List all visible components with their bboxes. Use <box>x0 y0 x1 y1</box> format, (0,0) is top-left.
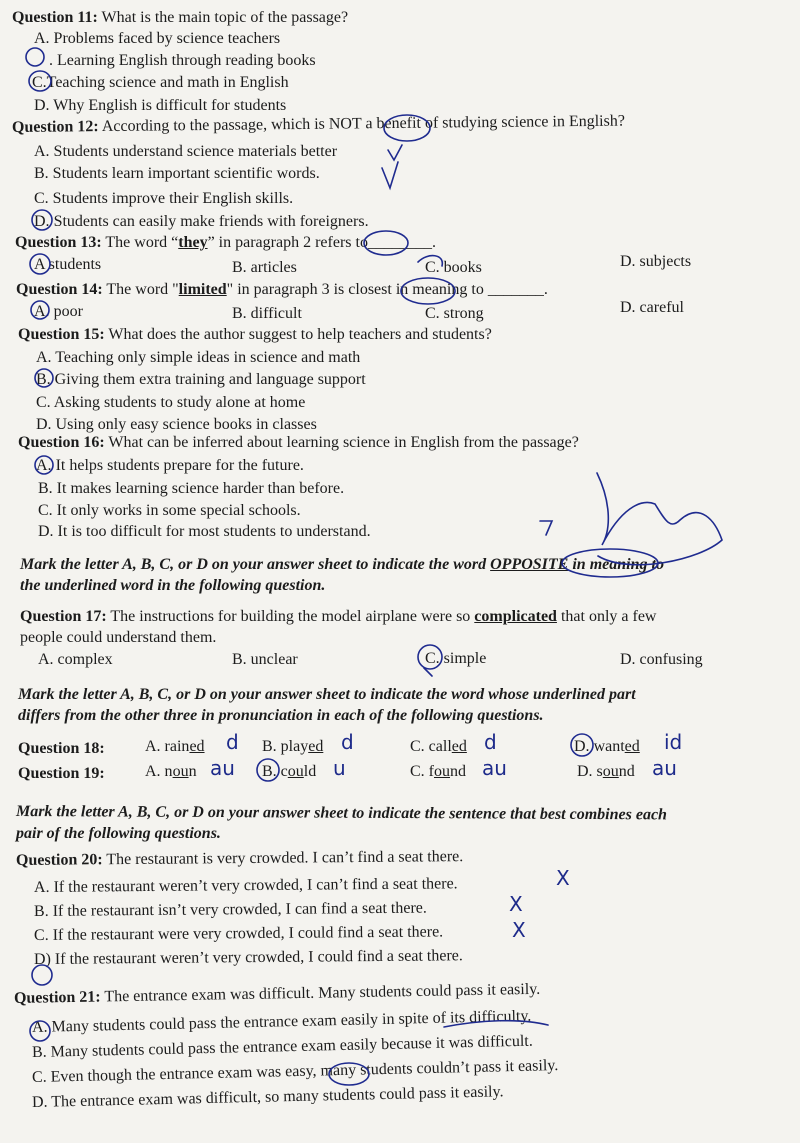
q14-text-post: in meaning to <box>391 281 484 298</box>
instruction-combine-line2: pair of the following questions. <box>16 825 221 842</box>
q12-option-d-text: Students can easily make friends with foreigners. <box>49 213 369 230</box>
q13-option-a <box>34 255 101 275</box>
q20-option-b: B. If the restaurant isn’t very crowded, I can find a seat there. <box>33 899 427 920</box>
q12-option-a: A. Students understand science materials better <box>34 143 338 160</box>
q13-text-pre: The word “ <box>101 234 179 251</box>
q18-option-d-letter: D. <box>574 738 590 755</box>
q20-option-d-letter: D) <box>33 950 51 968</box>
q13-option-c: C. books <box>425 259 482 276</box>
q17-option-b: B. unclear <box>232 651 298 668</box>
q14-label: Question 14: <box>16 281 103 298</box>
q17-word: complicated <box>474 608 557 625</box>
q12-option-b: B. Students learn important scientific words. <box>34 165 320 182</box>
q13-stem <box>15 233 436 253</box>
q18-option-b-note: d <box>341 730 354 754</box>
q14-text-mid: " in paragraph 3 is <box>226 281 349 298</box>
q18-option-b <box>262 737 323 757</box>
instruction-opposite-pre: Mark the letter A, B, C, or D on your answer sheet to indicate the word <box>20 556 491 573</box>
q18-option-b-stem: B. play <box>262 738 309 755</box>
q21-option-d: D. The entrance exam was difficult, so many students could pass it easily. <box>31 1083 504 1111</box>
q12-a-tick-mark <box>388 145 402 160</box>
q16-seven-mark <box>540 521 552 535</box>
q13-blank: ________. <box>367 234 436 251</box>
q17-option-d: D. confusing <box>620 651 703 668</box>
q18-option-a-underlined: ed <box>189 738 205 755</box>
q18-option-d-stem: want <box>589 738 625 755</box>
q13-option-d: D. subjects <box>620 253 692 270</box>
q11-option-d: D. Why English is difficult for students <box>34 97 287 114</box>
q19-option-d-stem: D. s <box>577 763 603 780</box>
q17-label: Question 17: <box>20 608 107 625</box>
q21-option-c-stem: C. Even though the entrance exam was <box>31 1063 286 1086</box>
q19-option-a-underlined: ou <box>172 763 189 780</box>
q12-label: Question 12: <box>11 118 99 136</box>
q16-option-a-text: It helps students prepare for the future. <box>51 457 304 474</box>
instruction-combine-line1: Mark the letter A, B, C, or D on your answer sheet to indicate the sentence that best combines each <box>15 803 668 824</box>
q19-option-b-note: u <box>333 756 346 780</box>
q19-option-d-end: nd <box>618 763 635 780</box>
instruction-opposite-line2: the underlined word in the following question. <box>20 577 326 594</box>
q19-option-b <box>262 762 316 782</box>
q20-option-c: C. If the restaurant were very crowded, I could find a seat there. <box>33 923 444 944</box>
q15-option-b-letter: B. <box>36 371 51 388</box>
q15-stem <box>18 325 492 345</box>
instruction-opposite-word: OPPOSITE <box>490 556 569 573</box>
instruction-pronunciation-line2: differs from the other three in pronunciation in each of the following questions. <box>18 707 544 724</box>
q16-option-d: D. It is too difficult for most students to understand. <box>38 523 371 540</box>
q18-option-c-note: d <box>484 730 497 754</box>
q19-option-b-stem: c <box>276 763 288 780</box>
q15-option-b <box>36 370 366 390</box>
q12-text-pre: According to the passage, which is <box>98 115 329 136</box>
q16-option-a <box>36 456 304 476</box>
q13-label: Question 13: <box>15 234 102 251</box>
q11-option-c-text: Teaching science and math in English <box>46 74 289 91</box>
q13-refers: refers <box>315 234 352 251</box>
q13-option-a-letter: A <box>34 256 45 273</box>
q19-option-b-underlined: ou <box>287 763 304 780</box>
q21-option-c-end: , many students couldn’t pass it easily. <box>312 1057 559 1080</box>
q12-option-c: C. Students improve their English skills. <box>34 190 294 207</box>
q18-option-a <box>145 737 205 757</box>
q20-text: The restaurant is very crowded. I can’t find a seat there. <box>102 848 464 869</box>
q19-option-c-end: nd <box>450 763 466 780</box>
q13-word: they <box>178 234 208 251</box>
q20-option-d-text: If the restaurant weren’t very crowded, I could find a seat there. <box>50 947 463 968</box>
q17-stem-line2: people could understand them. <box>20 629 217 646</box>
q16-option-b: B. It makes learning science harder than before. <box>38 480 345 497</box>
q11-option-c <box>32 73 289 93</box>
q21-option-a-text: Many students could pass the entrance exam easily in spite of its difficulty. <box>47 1007 532 1036</box>
q18-option-b-underlined: ed <box>308 738 324 755</box>
q14-option-c: C. strong <box>425 305 484 322</box>
q11-stem <box>12 8 348 28</box>
q19-option-c <box>410 762 466 782</box>
q17-option-c-letter: C. <box>425 650 440 667</box>
q15-option-d: D. Using only easy science books in classes <box>36 416 317 433</box>
q12-option-d <box>34 212 369 232</box>
q14-option-a <box>34 302 83 322</box>
q11-b-answer-circle <box>26 48 44 66</box>
q18-option-d <box>574 737 640 757</box>
q16-label: Question 16: <box>18 434 105 451</box>
q17-stem <box>20 607 656 627</box>
q20-option-a: A. If the restaurant weren’t very crowded, I can’t find a seat there. <box>33 875 458 896</box>
q19-option-a-end: n <box>188 763 197 780</box>
q20-stem <box>16 847 463 871</box>
q12-text-post: a benefit of studying science in English? <box>361 112 625 133</box>
q15-option-c: C. Asking students to study alone at home <box>36 394 306 411</box>
q18-option-c-stem: C. call <box>410 738 452 755</box>
q19-option-d-underlined: ou <box>602 763 619 780</box>
q21-stem <box>14 980 541 1009</box>
q15-option-b-text: Giving them extra training and language support <box>50 371 366 388</box>
q14-word: limited <box>178 281 227 298</box>
q11-option-c-letter: C. <box>32 74 47 91</box>
q16-text: What can be inferred about learning science in English from the passage? <box>104 434 579 451</box>
q14-text-pre: The word " <box>102 281 179 298</box>
q20-option-d <box>34 946 463 970</box>
q19-option-a-stem: A. n <box>145 763 173 780</box>
q16-margin-doodle <box>597 473 722 565</box>
q13-text-post: ” in paragraph 2 <box>207 234 316 251</box>
q19-option-c-stem: C. f <box>410 763 434 780</box>
q21-label: Question 21: <box>13 988 101 1007</box>
q11-label: Question 11: <box>12 9 98 26</box>
q18-label: Question 18: <box>18 740 105 757</box>
q19-option-b-letter: B. <box>262 763 277 780</box>
q16-stem <box>18 433 579 453</box>
q17-text-post: that only a few <box>556 608 657 625</box>
q19-option-d-note: au <box>652 756 677 780</box>
q21-text: The entrance exam was difficult. Many students could pass it easily. <box>100 980 541 1006</box>
q19-option-c-note: au <box>482 756 507 780</box>
q18-option-c-underlined: ed <box>451 738 467 755</box>
q21-option-c-easy: easy <box>284 1062 313 1081</box>
q18-option-d-underlined: ed <box>624 738 640 755</box>
q20-option-b-x-mark: X <box>509 892 523 916</box>
q13-to: to <box>351 234 368 251</box>
q11-option-b: . Learning English through reading books <box>49 52 316 69</box>
q17-option-c <box>425 649 486 669</box>
q21-option-a-letter: A. <box>31 1018 48 1036</box>
q18-option-a-stem: A. rain <box>145 738 190 755</box>
q19-option-b-end: ld <box>303 763 317 780</box>
q21-option-b: B. Many students could pass the entrance exam easily because it was difficult. <box>31 1032 533 1061</box>
q15-option-a: A. Teaching only simple ideas in science and math <box>36 349 361 366</box>
q16-option-a-letter: A. <box>36 457 52 474</box>
q13-option-a-text: students <box>44 256 102 273</box>
q19-label: Question 19: <box>18 765 105 782</box>
q15-label: Question 15: <box>18 326 105 343</box>
q14-option-b: B. difficult <box>232 305 302 322</box>
q14-stem <box>16 280 548 300</box>
q17-c-tail-mark <box>424 668 432 676</box>
q17-option-a: A. complex <box>38 651 113 668</box>
q20-option-c-x-mark: X <box>512 918 526 942</box>
q16-option-c: C. It only works in some special schools. <box>38 502 301 519</box>
q14-option-d: D. careful <box>620 299 684 316</box>
q18-option-a-note: d <box>226 730 239 754</box>
q18-option-d-note: id <box>664 730 683 754</box>
q14-option-a-letter: A. <box>34 303 50 320</box>
q19-option-d <box>577 762 635 782</box>
q12-option-d-letter: D. <box>34 213 50 230</box>
q20-label: Question 20: <box>15 851 103 869</box>
q14-option-a-text: poor <box>49 303 83 320</box>
q12-b-tick-mark <box>382 162 398 188</box>
q11-text: What is the main topic of the passage? <box>97 9 349 26</box>
q17-option-c-text: simple <box>439 650 487 667</box>
q20-option-a-x-mark: X <box>556 866 570 890</box>
q15-text: What does the author suggest to help teachers and students? <box>104 326 492 343</box>
q13-option-b: B. articles <box>232 259 297 276</box>
q17-text-pre: The instructions for building the model airplane were so <box>106 608 475 625</box>
q19-option-a-note: au <box>210 756 235 780</box>
instruction-pronunciation-line1: Mark the letter A, B, C, or D on your answer sheet to indicate the word whose underlined part <box>18 686 636 703</box>
q11-option-a: A. Problems faced by science teachers <box>34 30 281 47</box>
q14-blank: _______. <box>487 281 548 298</box>
q12-not-word: NOT <box>328 115 362 133</box>
q18-option-c <box>410 737 467 757</box>
instruction-opposite-post: in meaning to <box>568 556 664 573</box>
q19-option-c-underlined: ou <box>434 763 450 780</box>
q14-closest: closest <box>348 281 392 298</box>
instruction-opposite-line1 <box>20 555 664 575</box>
q19-option-a <box>145 762 197 782</box>
